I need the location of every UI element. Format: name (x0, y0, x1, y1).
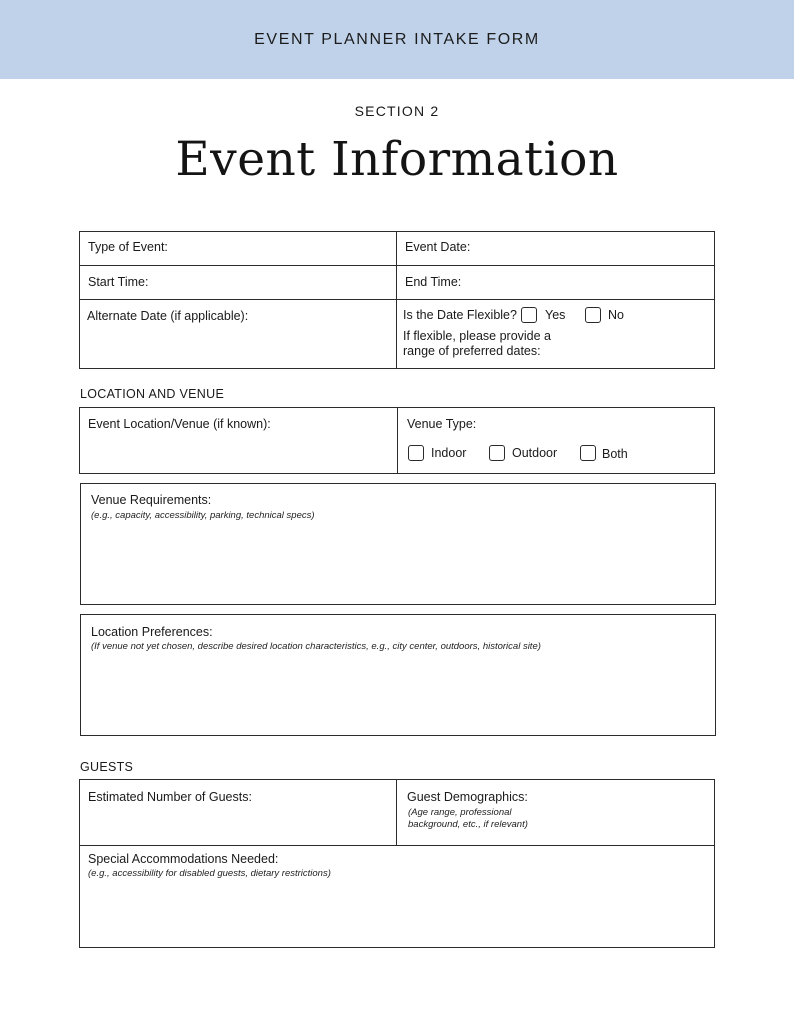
section-label: SECTION 2 (354, 103, 440, 119)
indoor-label: Indoor (431, 446, 467, 460)
event-date-field[interactable]: Event Date: (405, 240, 471, 254)
location-preferences-hint: (If venue not yet chosen, describe desired location characteristics, e.g., city center, outdoors, historical site) (91, 641, 541, 652)
guest-demographics-label: Guest Demographics: (407, 790, 528, 804)
event-table-divider (396, 231, 397, 369)
venue-type-label: Venue Type: (407, 417, 477, 431)
event-table-row-line (79, 299, 715, 300)
estimated-guests-field[interactable]: Estimated Number of Guests: (88, 790, 252, 804)
location-table-divider (397, 407, 398, 474)
venue-outdoor-checkbox[interactable] (489, 445, 505, 461)
both-label: Both (602, 447, 628, 461)
yes-label: Yes (545, 308, 566, 322)
alternate-date-field[interactable]: Alternate Date (if applicable): (87, 309, 249, 323)
date-flexible-label: Is the Date Flexible? (403, 308, 517, 322)
guests-table-row-line (79, 845, 715, 846)
no-label: No (608, 308, 624, 322)
location-venue-heading: LOCATION AND VENUE (80, 387, 225, 401)
type-of-event-field[interactable]: Type of Event: (88, 240, 168, 254)
guests-heading: GUESTS (80, 760, 134, 774)
outdoor-label: Outdoor (512, 446, 558, 460)
start-time-field[interactable]: Start Time: (88, 275, 149, 289)
venue-requirements-label: Venue Requirements: (91, 493, 212, 507)
form-title: EVENT PLANNER INTAKE FORM (254, 31, 540, 48)
guest-demographics-hint: (Age range, professional background, etc., if relevant) (408, 807, 528, 830)
flexible-dates-note[interactable]: If flexible, please provide a range of preferred dates: (403, 329, 552, 358)
venue-both-checkbox[interactable] (580, 445, 596, 461)
date-flexible-no-checkbox[interactable] (585, 307, 601, 323)
date-flexible-yes-checkbox[interactable] (521, 307, 537, 323)
event-table (79, 231, 715, 369)
end-time-field[interactable]: End Time: (405, 275, 462, 289)
event-table-row-line (79, 265, 715, 266)
venue-indoor-checkbox[interactable] (408, 445, 424, 461)
venue-requirements-hint: (e.g., capacity, accessibility, parking, technical specs) (91, 510, 315, 521)
page-title: Event Information (175, 132, 619, 187)
special-accommodations-hint: (e.g., accessibility for disabled guests, dietary restrictions) (88, 868, 331, 879)
event-location-field[interactable]: Event Location/Venue (if known): (88, 417, 271, 431)
location-preferences-label: Location Preferences: (91, 625, 213, 639)
special-accommodations-label: Special Accommodations Needed: (88, 852, 279, 866)
guests-table-divider (396, 779, 397, 846)
